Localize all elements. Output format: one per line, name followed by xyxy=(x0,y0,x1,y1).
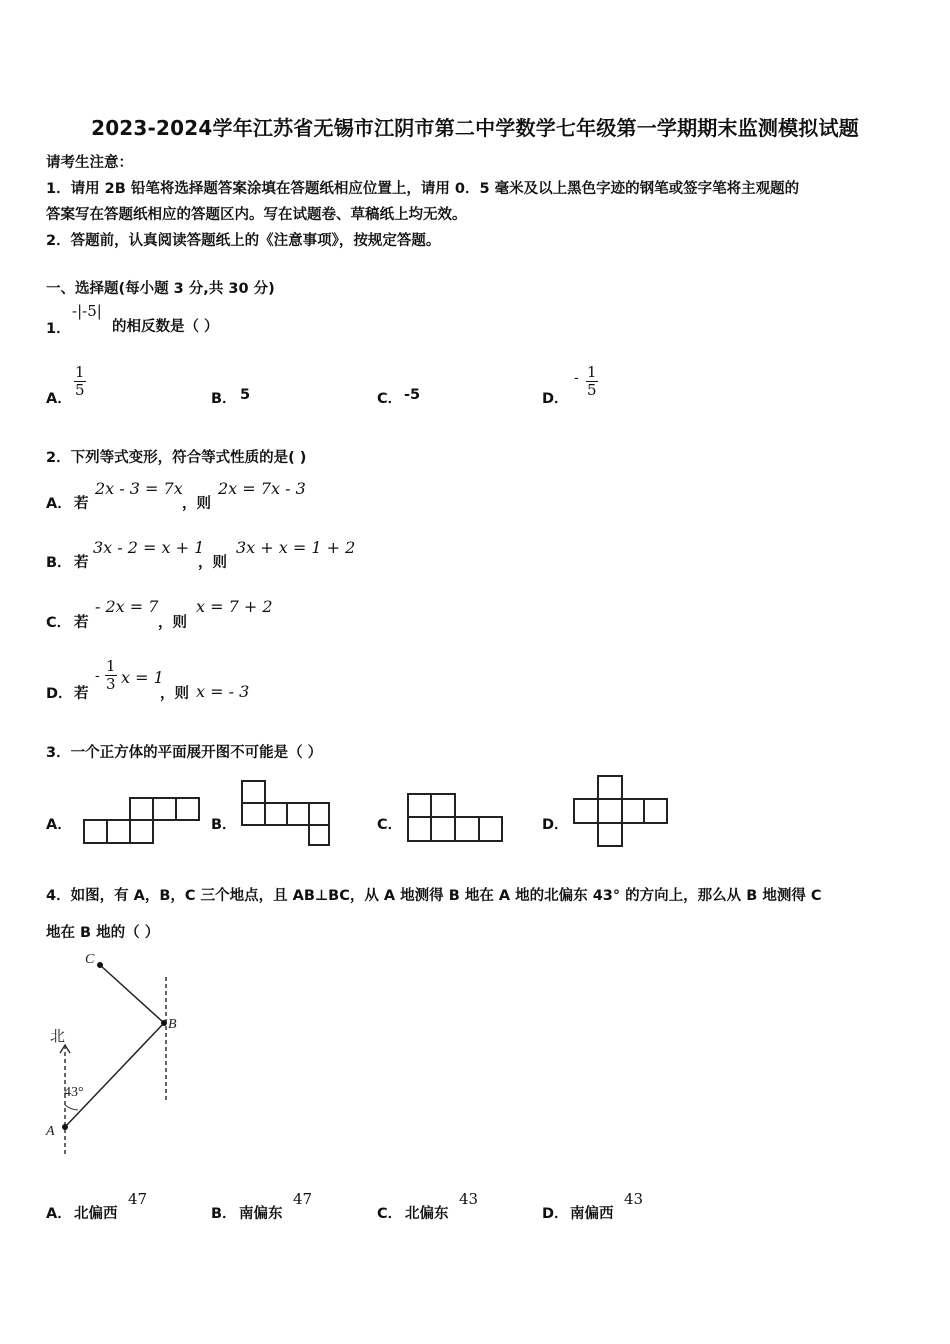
q1-d-denominator: 5 xyxy=(587,380,597,399)
q2-option-d-if: 若 xyxy=(74,686,89,702)
q3-option-d-label: D． xyxy=(542,817,569,833)
q4-option-d-value: 43 xyxy=(624,1190,644,1208)
q4-option-d-label: D． xyxy=(542,1206,569,1222)
q4-option-a-text: 北偏西 xyxy=(74,1206,118,1222)
q2-option-b-label: B． xyxy=(46,555,72,571)
q2-option-d-result: x = - 3 xyxy=(196,682,250,701)
q2-option-b-if: 若 xyxy=(74,555,89,571)
q1-a-denominator: 5 xyxy=(75,380,85,399)
q2-stem: 2．下列等式变形，符合等式性质的是( ) xyxy=(46,450,307,466)
notice-heading: 请考生注意： xyxy=(46,155,133,171)
q4-point-a xyxy=(62,1124,68,1130)
q4-option-b-text: 南偏东 xyxy=(239,1206,283,1222)
q2-d-numerator: 1 xyxy=(106,657,116,675)
q4-option-a-label: A． xyxy=(46,1206,72,1222)
q3-option-c-net xyxy=(404,790,508,846)
q3-option-a-label: A． xyxy=(46,817,72,833)
q1-a-numerator: 1 xyxy=(75,363,85,381)
q2-option-d-fraction xyxy=(105,656,117,692)
page-title: 2023-2024学年江苏省无锡市江阴市第二中学数学七年级第一学期期末监测模拟试题 xyxy=(91,116,859,140)
q2-option-d-sign: - xyxy=(95,668,100,684)
q4-figure xyxy=(40,945,190,1160)
q4-option-c-text: 北偏东 xyxy=(405,1206,449,1222)
q4-north-label: 北 xyxy=(50,1028,66,1045)
q4-point-c xyxy=(97,962,103,968)
q1-option-a-fraction xyxy=(74,362,86,398)
q3-option-b-label: B． xyxy=(211,817,237,833)
q1-option-d-sign: - xyxy=(574,370,579,386)
q3-option-d-net xyxy=(570,772,672,850)
q1-option-b-label: B． xyxy=(211,391,237,407)
section-heading: 一、选择题(每小题 3 分,共 30 分) xyxy=(46,281,275,297)
q4-label-c: C xyxy=(85,952,95,967)
q1-expression: -|-5| xyxy=(72,302,102,320)
q1-option-a-label: A． xyxy=(46,391,72,407)
q4-option-b-value: 47 xyxy=(293,1190,313,1208)
q2-option-c-condition: - 2x = 7 xyxy=(95,597,159,616)
q2-d-denominator: 3 xyxy=(106,674,116,693)
q1-option-d-fraction xyxy=(586,362,598,398)
q4-segment-bc xyxy=(100,965,164,1023)
q1-d-numerator: 1 xyxy=(587,363,597,381)
q2-option-c-then: ，则 xyxy=(158,615,187,631)
q4-option-c-value: 43 xyxy=(459,1190,479,1208)
q4-segment-ab xyxy=(65,1023,164,1127)
q1-option-c-value: -5 xyxy=(404,387,421,403)
q2-option-c-if: 若 xyxy=(74,615,89,631)
q1-option-b-value: 5 xyxy=(240,387,251,403)
notice-item-2: 2．答题前，认真阅读答题纸上的《注意事项》，按规定答题。 xyxy=(46,233,441,249)
q4-point-b xyxy=(161,1020,167,1026)
q4-stem-line-2: 地在 B 地的（ ） xyxy=(46,925,160,941)
q2-option-a-result: 2x = 7x - 3 xyxy=(218,479,306,498)
notice-item-1-line-1: 1．请用 2B 铅笔将选择题答案涂填在答题纸相应位置上，请用 0．5 毫米及以上黑色字迹的钢笔或签字笔将主观题的 xyxy=(46,181,800,197)
q3-stem: 3．一个正方体的平面展开图不可能是（ ） xyxy=(46,745,323,761)
q2-option-c-label: C． xyxy=(46,615,72,631)
q3-option-c-label: C． xyxy=(377,817,403,833)
q1-option-d-label: D． xyxy=(542,391,569,407)
q2-option-a-label: A． xyxy=(46,496,72,512)
q2-option-d-condition-rest: x = 1 xyxy=(121,668,164,687)
q2-option-a-then: ，则 xyxy=(182,496,211,512)
q3-option-b-net xyxy=(238,778,334,850)
q4-option-b-label: B． xyxy=(211,1206,237,1222)
q4-option-d-text: 南偏西 xyxy=(570,1206,614,1222)
q2-option-a-if: 若 xyxy=(74,496,89,512)
q2-option-b-result: 3x + x = 1 + 2 xyxy=(236,538,356,557)
q4-option-a-value: 47 xyxy=(128,1190,148,1208)
q2-option-d-then: ，则 xyxy=(160,686,189,702)
q2-option-a-condition: 2x - 3 = 7x xyxy=(95,479,183,498)
q4-angle-arc xyxy=(65,1105,78,1110)
q2-option-b-condition: 3x - 2 = x + 1 xyxy=(93,538,205,557)
q4-label-a: A xyxy=(46,1124,55,1139)
q1-number: 1． xyxy=(46,321,71,337)
q2-option-c-result: x = 7 + 2 xyxy=(196,597,273,616)
q2-option-d-label: D． xyxy=(46,686,73,702)
q4-stem-line-1: 4．如图，有 A，B，C 三个地点，且 AB⊥BC，从 A 地测得 B 地在 A 地的北偏东 43° 的方向上，那么从 B 地测得 C xyxy=(46,888,822,904)
notice-item-1-line-2: 答案写在答题纸相应的答题区内。写在试题卷、草稿纸上均无效。 xyxy=(46,207,467,223)
q1-stem: 的相反数是（ ） xyxy=(112,319,219,335)
q4-option-c-label: C． xyxy=(377,1206,403,1222)
q3-option-a-net xyxy=(80,796,204,848)
q4-angle-label: 43° xyxy=(64,1085,84,1100)
q1-option-c-label: C． xyxy=(377,391,403,407)
q4-label-b: B xyxy=(168,1017,177,1032)
q2-option-b-then: ，则 xyxy=(198,555,227,571)
